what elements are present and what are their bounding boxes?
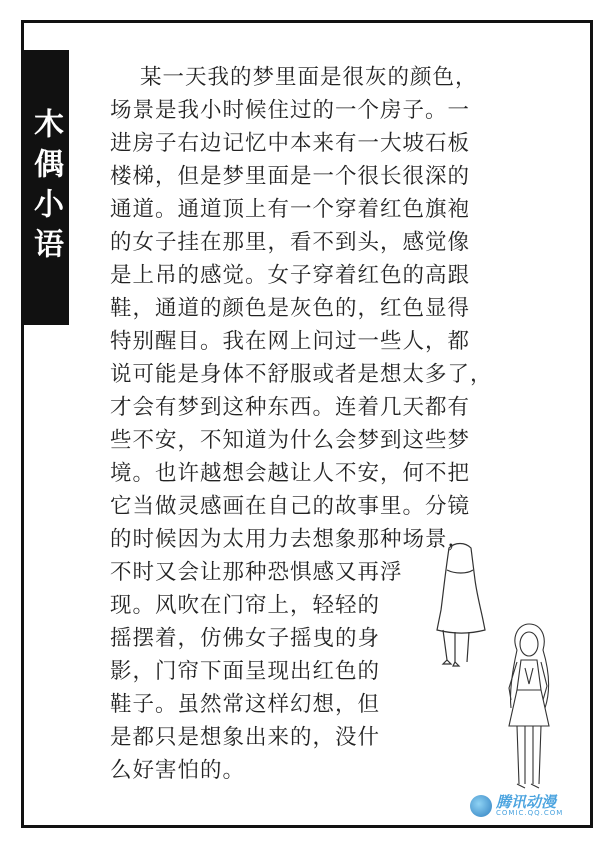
text-line: 境。也许越想会越让人不安，何不把 bbox=[110, 461, 471, 486]
text-line: 某一天我的梦里面是很灰的颜色， bbox=[140, 65, 478, 90]
side-title: 木偶小语 bbox=[28, 107, 63, 268]
watermark-main: 腾讯动漫 bbox=[496, 793, 557, 811]
text-line: 影，门帘下面呈现出红色的 bbox=[110, 659, 381, 684]
text-line: 摇摆着，仿佛女子摇曳的身 bbox=[110, 626, 381, 651]
text-line: 鞋子。虽然常这样幻想，但 bbox=[110, 692, 381, 717]
hanging-dress-sketch bbox=[437, 544, 485, 667]
text-line: 说可能是身体不舒服或者是想太多了， bbox=[110, 362, 493, 387]
watermark-text bbox=[496, 795, 563, 817]
watermark-sub: COMIC.QQ.COM bbox=[496, 809, 564, 817]
text-line: 些不安，不知道为什么会梦到这些梦 bbox=[110, 428, 471, 453]
watermark bbox=[470, 795, 563, 817]
text-line: 么好害怕的。 bbox=[110, 758, 246, 783]
text-line: 通道。通道顶上有一个穿着红色旗袍 bbox=[110, 197, 471, 222]
text-line: 它当做灵感画在自己的故事里。分镜 bbox=[110, 494, 471, 519]
penguin-logo-icon bbox=[470, 795, 492, 817]
text-line: 场景是我小时候住过的一个房子。一 bbox=[110, 98, 471, 123]
text-line: 的女子挂在那里，看不到头，感觉像 bbox=[110, 230, 471, 255]
text-line: 的时候因为太用力去想象那种场景， bbox=[110, 527, 471, 552]
side-title-block bbox=[21, 50, 69, 325]
text-line: 鞋，通道的颜色是灰色的，红色显得 bbox=[110, 296, 471, 321]
text-line: 进房子右边记忆中本来有一大坡石板 bbox=[110, 131, 471, 156]
text-line: 是上吊的感觉。女子穿着红色的高跟 bbox=[110, 263, 471, 288]
sketch-illustration bbox=[425, 540, 575, 810]
text-line: 特别醒目。我在网上问过一些人，都 bbox=[110, 329, 471, 354]
text-line: 现。风吹在门帘上，轻轻的 bbox=[110, 593, 381, 618]
text-line: 不时又会让那种恐惧感又再浮 bbox=[110, 560, 403, 585]
standing-girl-sketch bbox=[509, 624, 549, 788]
text-line: 是都只是想象出来的，没什 bbox=[110, 725, 381, 750]
text-line: 才会有梦到这种东西。连着几天都有 bbox=[110, 395, 471, 420]
text-line: 楼梯，但是梦里面是一个很长很深的 bbox=[110, 164, 471, 189]
